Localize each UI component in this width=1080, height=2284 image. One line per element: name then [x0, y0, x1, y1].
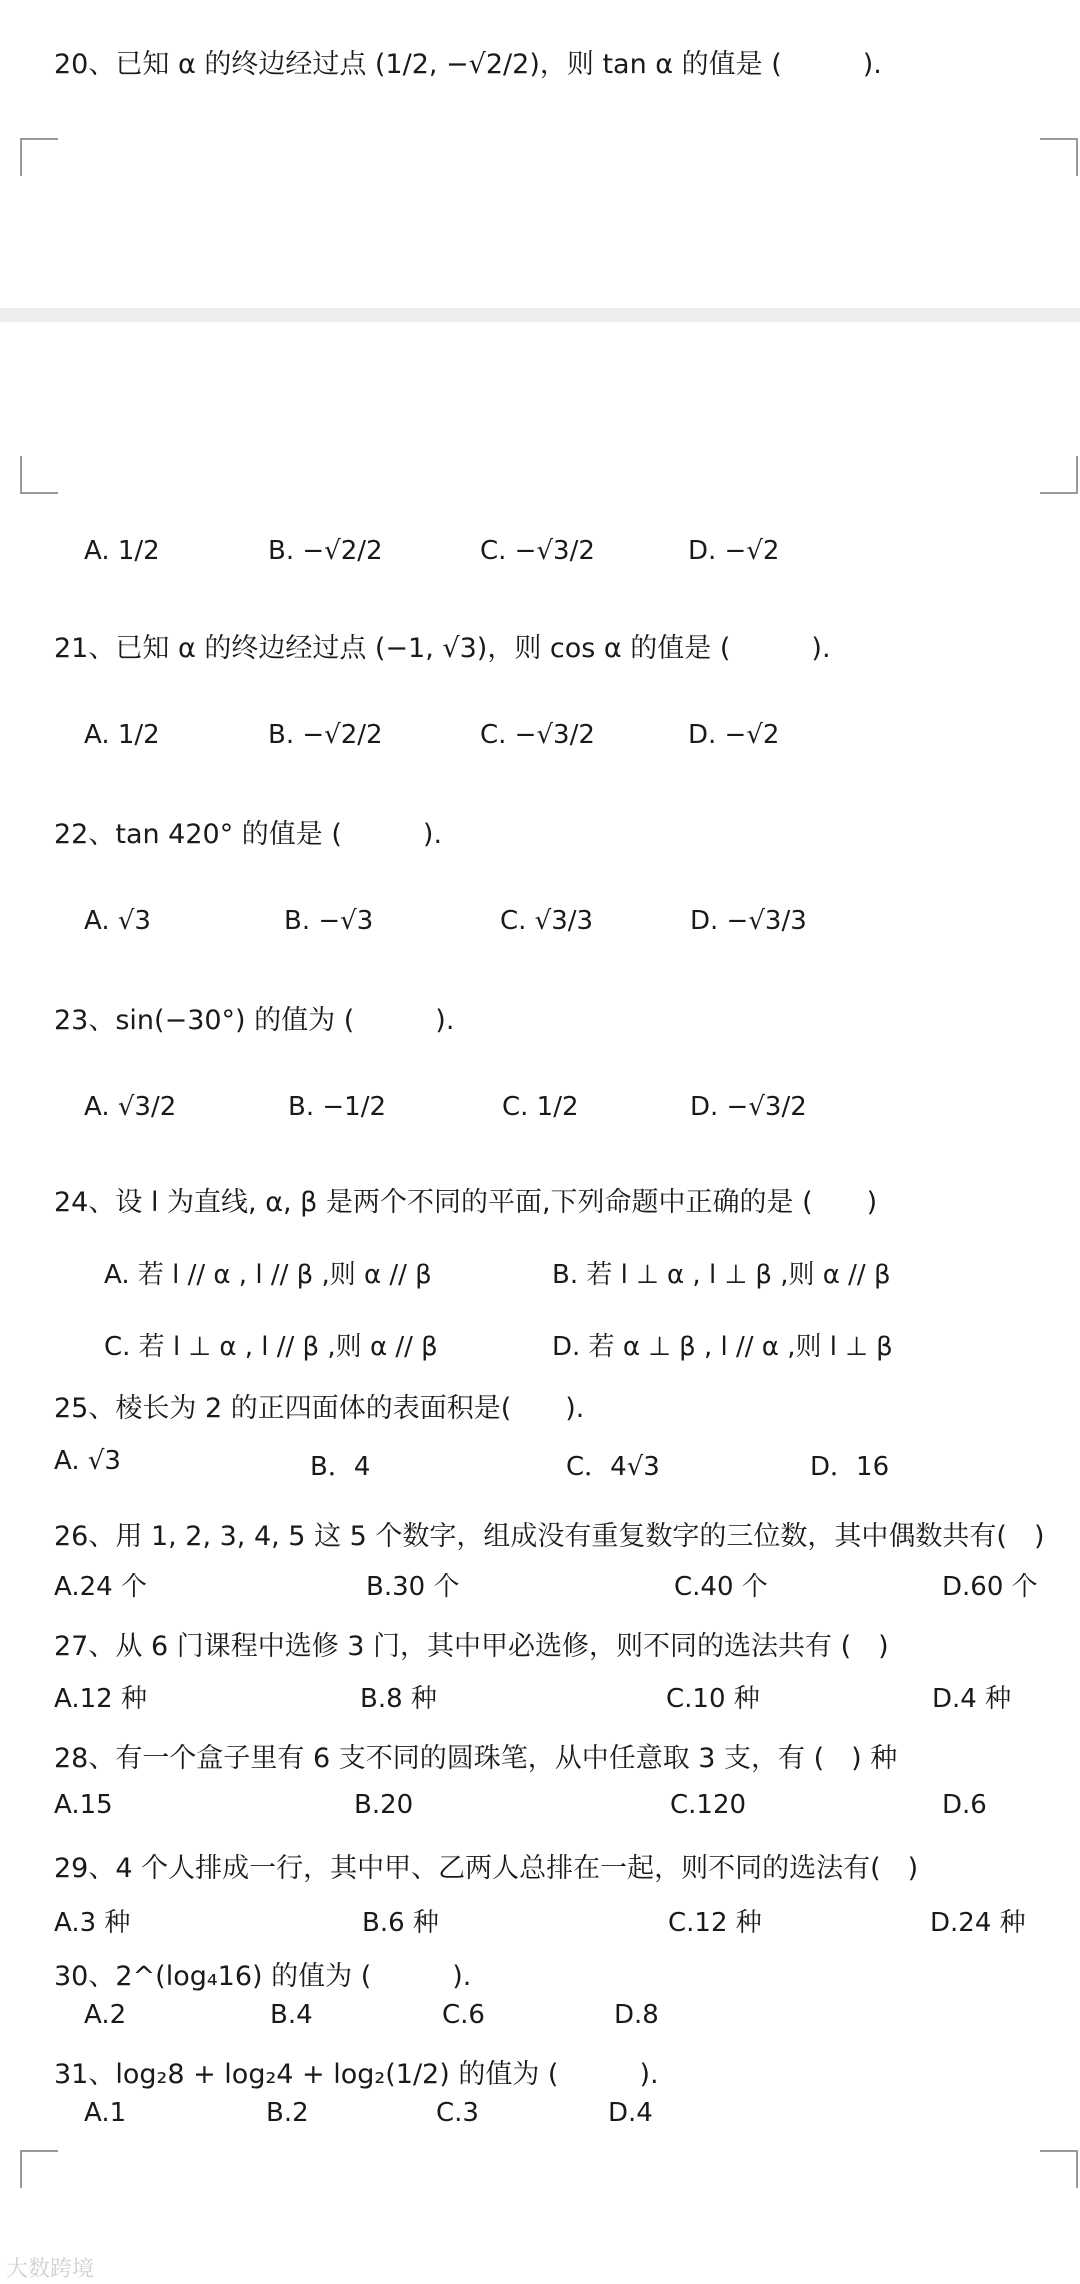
corner-mark: [1040, 2150, 1078, 2188]
option-a: A. 若 l // α , l // β ,则 α // β: [104, 1260, 432, 1290]
option-c: C.10 种: [666, 1684, 760, 1714]
option-c: C.6: [442, 2000, 485, 2030]
option-b: B.30 个: [366, 1572, 460, 1602]
page-separator: [0, 308, 1080, 322]
option-d: D. −√2: [688, 536, 780, 566]
option-d: D.8: [614, 2000, 659, 2030]
option-d: D. −√2: [688, 720, 780, 750]
question-stem: 25、棱长为 2 的正四面体的表面积是( ).: [54, 1393, 585, 1424]
option-b: B.2: [266, 2098, 309, 2128]
option-d: D.6: [942, 1790, 987, 1820]
option-c: C. 若 l ⊥ α , l // β ,则 α // β: [104, 1332, 438, 1362]
corner-mark: [1040, 138, 1078, 176]
corner-mark: [20, 2150, 58, 2188]
option-a: A. √3: [84, 906, 151, 936]
question-stem: 22、tan 420° 的值是 ( ).: [54, 819, 443, 850]
option-c: C．4√3: [566, 1452, 660, 1482]
question-stem: 23、sin(−30°) 的值为 ( ).: [54, 1005, 455, 1036]
corner-mark: [20, 456, 58, 494]
option-d: D. 若 α ⊥ β , l // α ,则 l ⊥ β: [552, 1332, 893, 1362]
corner-mark: [1040, 456, 1078, 494]
option-d: D. −√3/2: [690, 1092, 807, 1122]
option-a: A. 1/2: [84, 720, 160, 750]
option-d: D.24 种: [930, 1908, 1026, 1938]
option-a: A.15: [54, 1790, 113, 1820]
question-stem: 30、2^(log₄16) 的值为 ( ).: [54, 1961, 472, 1992]
option-d: D.4: [608, 2098, 653, 2128]
option-d: D．16: [810, 1452, 890, 1482]
option-c: C.40 个: [674, 1572, 768, 1602]
option-c: C.12 种: [668, 1908, 762, 1938]
option-d: D.60 个: [942, 1572, 1038, 1602]
option-d: D.4 种: [932, 1684, 1012, 1714]
option-b: B．4: [310, 1452, 371, 1482]
option-b: B.8 种: [360, 1684, 437, 1714]
option-b: B. 若 l ⊥ α , l ⊥ β ,则 α // β: [552, 1260, 891, 1290]
question-stem: 28、有一个盒子里有 6 支不同的圆珠笔，从中任意取 3 支，有 ( ) 种: [54, 1743, 898, 1774]
option-d: D. −√3/3: [690, 906, 807, 936]
option-b: B. −√3: [284, 906, 374, 936]
option-b: B. −√2/2: [268, 536, 383, 566]
option-c: C.3: [436, 2098, 479, 2128]
question-stem: 21、已知 α 的终边经过点 (−1, √3)，则 cos α 的值是 ( ).: [54, 633, 831, 664]
watermark: 大数跨境: [6, 2257, 95, 2282]
question-stem: 31、log₂8 + log₂4 + log₂(1/2) 的值为 ( ).: [54, 2059, 659, 2090]
option-a: A.12 种: [54, 1684, 147, 1714]
option-b: B. −√2/2: [268, 720, 383, 750]
option-a: A.2: [84, 2000, 127, 2030]
option-b: B.4: [270, 2000, 313, 2030]
option-a: A. √3/2: [84, 1092, 177, 1122]
option-b: B.6 种: [362, 1908, 439, 1938]
option-b: B. −1/2: [288, 1092, 386, 1122]
option-a: A.24 个: [54, 1572, 147, 1602]
option-a: A.3 种: [54, 1908, 131, 1938]
question-stem: 24、设 l 为直线, α, β 是两个不同的平面,下列命题中正确的是 ( ): [54, 1187, 878, 1218]
option-a: A.1: [84, 2098, 127, 2128]
option-c: C. −√3/2: [480, 536, 595, 566]
question-stem: 26、用 1, 2, 3, 4, 5 这 5 个数字，组成没有重复数字的三位数，其中偶数共有( ): [54, 1521, 1045, 1552]
option-b: B.20: [354, 1790, 414, 1820]
question-stem: 29、4 个人排成一行，其中甲、乙两人总排在一起，则不同的选法有( ): [54, 1853, 919, 1884]
option-c: C. −√3/2: [480, 720, 595, 750]
option-c: C.120: [670, 1790, 747, 1820]
option-a: A. √3: [54, 1446, 121, 1476]
option-c: C. 1/2: [502, 1092, 579, 1122]
option-a: A. 1/2: [84, 536, 160, 566]
option-c: C. √3/3: [500, 906, 594, 936]
question-stem: 20、已知 α 的终边经过点 (1/2, −√2/2)，则 tan α 的值是 ( ).: [54, 49, 882, 80]
corner-mark: [20, 138, 58, 176]
question-stem: 27、从 6 门课程中选修 3 门，其中甲必选修，则不同的选法共有 ( ): [54, 1631, 889, 1662]
